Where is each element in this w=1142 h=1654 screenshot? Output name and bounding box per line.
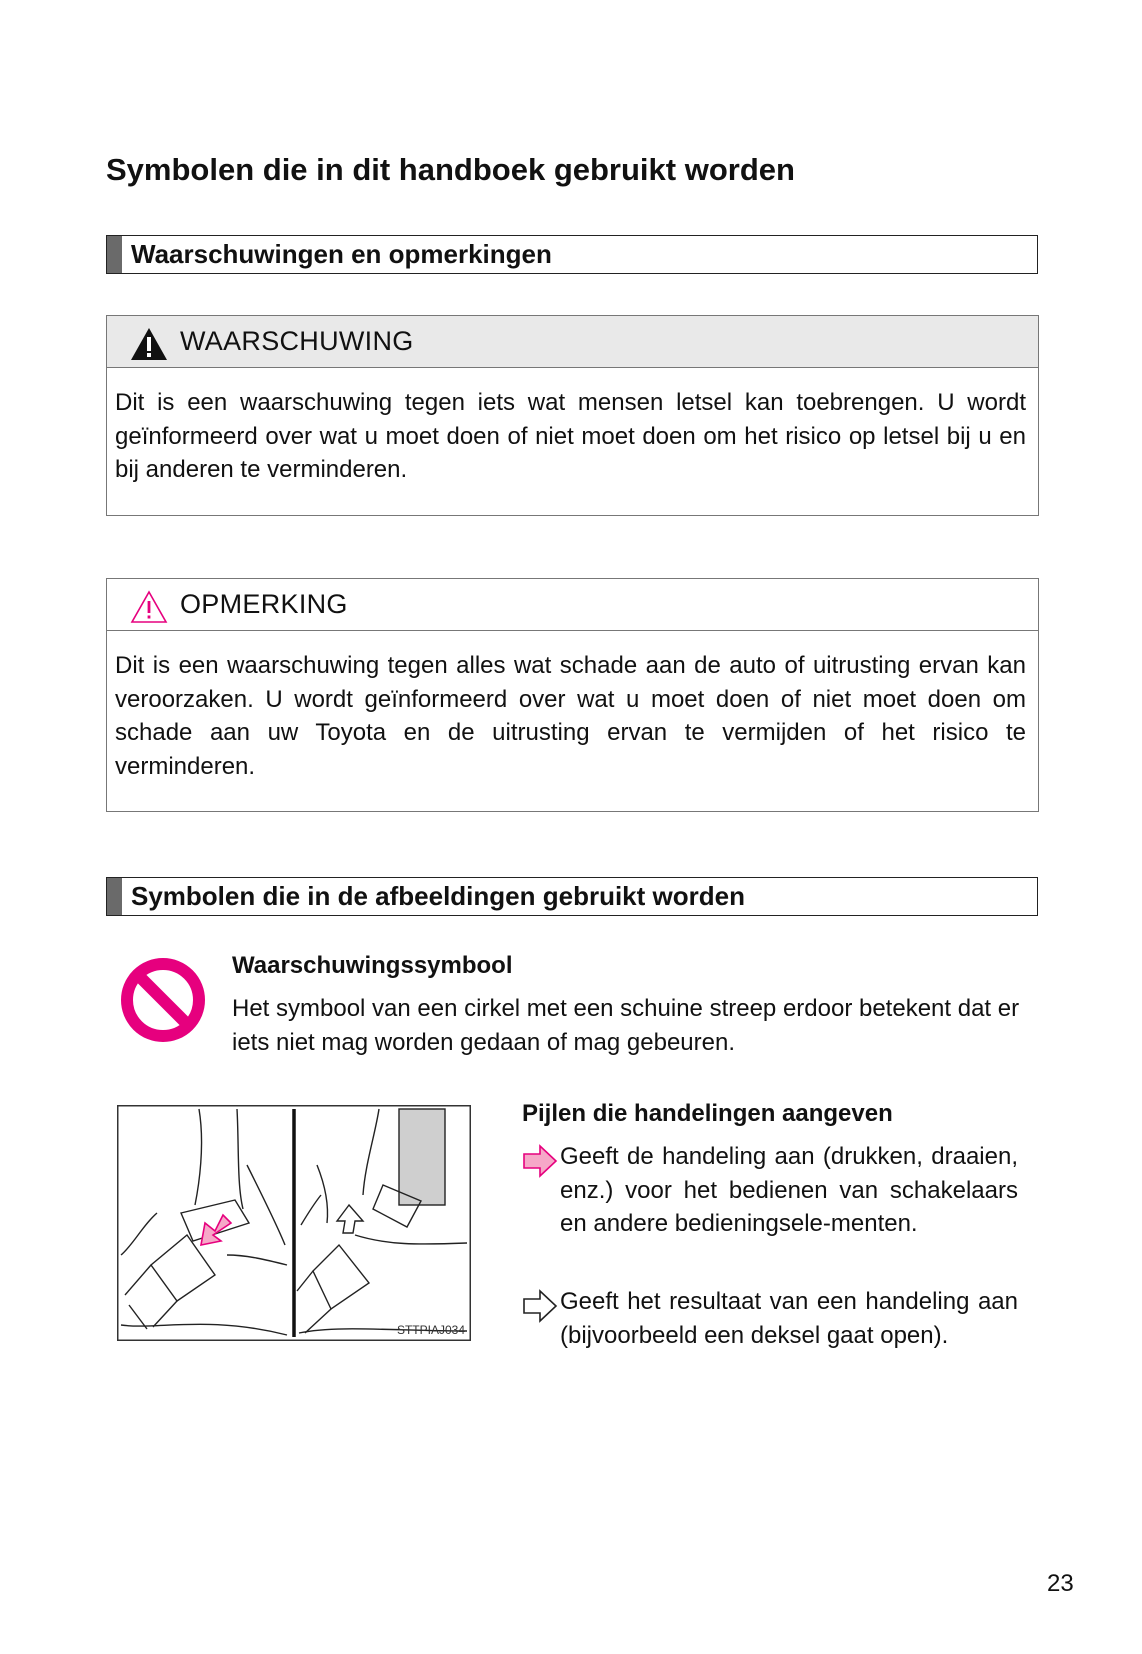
outline-arrow-icon (522, 1289, 558, 1333)
warning-box-title: WAARSCHUWING (180, 326, 414, 356)
arrows-title: Pijlen die handelingen aangeven (522, 1100, 893, 1127)
warning-box (106, 315, 1039, 516)
page-number: 23 (1047, 1570, 1074, 1597)
notice-box (106, 578, 1039, 812)
illustration-code: STTPIAJ034 (396, 1323, 465, 1337)
warning-box-header (107, 316, 1038, 368)
arrow-item-text: Geeft de handeling aan (drukken, draaien, enz.) voor het bedienen van schakelaars en andere bedieningsele-menten. (560, 1143, 1018, 1237)
prohibition-icon (119, 956, 207, 1049)
seatbelt-illustration (117, 1105, 471, 1341)
arrow-item-result (522, 1285, 1018, 1352)
section-header-symbols (106, 877, 1038, 916)
section-marker (107, 236, 122, 273)
section-header-warnings (106, 235, 1038, 274)
page-title: Symbolen die in dit handboek gebruikt worden (106, 152, 795, 187)
notice-box-title: OPMERKING (180, 589, 348, 619)
warning-triangle-icon (129, 326, 169, 367)
section-title: Symbolen die in de afbeeldingen gebruikt worden (131, 881, 745, 911)
warning-box-text: Dit is een waarschuwing tegen iets wat mensen letsel kan toebrengen. U wordt geïnformeerd over wat u moet doen of niet moet doen om het risico op letsel bij u en bij anderen te verminderen. (115, 389, 1026, 483)
warning-symbol-title: Waarschuwingssymbool (232, 952, 513, 979)
section-title: Waarschuwingen en opmerkingen (131, 239, 552, 269)
warning-symbol-text: Het symbool van een cirkel met een schuine streep erdoor betekent dat er iets niet mag worden gedaan of mag gebeuren. (232, 995, 1020, 1056)
arrow-item-action (522, 1140, 1018, 1241)
caution-triangle-icon (129, 589, 169, 630)
section-marker (107, 878, 122, 915)
notice-box-text: Dit is een waarschuwing tegen alles wat schade aan de auto of uitrusting ervan kan veroorzaken. U wordt geïnformeerd over wat u moet doen of niet moet doen om schade aan uw Toyota en de uitrusting ervan te vermijden of het risico te verminderen. (115, 652, 1026, 780)
arrow-item-text: Geeft het resultaat van een handeling aan (bijvoorbeeld een deksel gaat open). (560, 1288, 1018, 1349)
notice-box-header (107, 579, 1038, 631)
pink-arrow-icon (522, 1144, 558, 1188)
